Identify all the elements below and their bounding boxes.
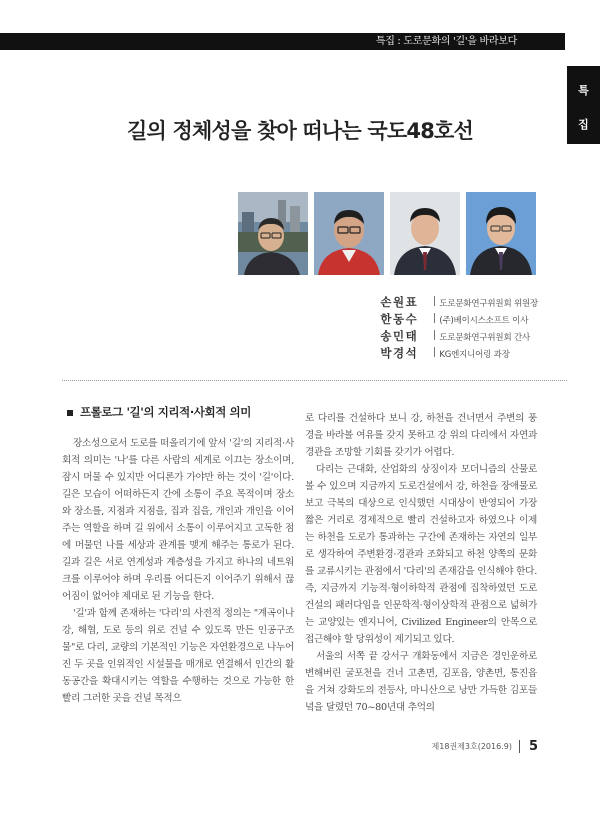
page-footer <box>432 739 538 754</box>
body-paragraph: '길'과 함께 존재하는 '다리'의 사전적 정의는 "계곡이나 강, 해협, 도로 등의 위로 건널 수 있도록 만든 인공구조물"로 다리, 교량의 기본적인 기능은 자연환경으로 나누어진 두 곳을 인위적인 시설물을 매개로 연결해서 인간의 활동공간을 확대시키는 역할을 수행하는 것으로 가능한 한 빨리 그러한 곳을 건널 목적으 <box>62 608 294 704</box>
section-heading <box>62 404 294 421</box>
divider <box>434 313 435 323</box>
side-tab-char-1: 특 <box>578 84 589 97</box>
author-name: 송민태 <box>380 329 419 343</box>
body-paragraph: 서울의 서쪽 끝 강서구 개화동에서 지금은 경인운하로 변해버린 굴포천을 건너 고촌면, 김포읍, 양촌면, 통진읍을 거쳐 강화도의 전등사, 마니산으로 낭만 가득한 김포들녘을 달렸던 70~80년대 추억의 <box>305 651 537 713</box>
body-paragraph: 다리는 근대화, 산업화의 상징이자 모더니즘의 산물로 볼 수 있으며 지금까지 도로건설에서 강, 하천을 장애물로 보고 극복의 대상으로 인식했던 시대상이 반영되어 가장 짧은 거리로 경제적으로 빨리 건설하고자 하였으나 이제는 하천을 도로가 통과하는 구간에 존재하는 자연의 일부로 생각하여 주변환경·경관과 조화되고 하천 양쪽의 문화를 교류시키는 관점에서 '다리'의 존재감을 인식해야 한다. 즉, 지금까지 기능적·형이하학적 관점에 집착하였던 도로건설의 패러다임을 인문학적·형이상학적 관점으로 넓혀가는 교양있는 엔지니어, Civilized Engineer의 안목으로 접근해야 할 당위성이 제기되고 있다. <box>305 464 537 645</box>
author-name: 박경석 <box>380 346 419 360</box>
author-name: 손원표 <box>380 295 419 309</box>
author-photo-3 <box>390 192 460 275</box>
divider <box>434 347 435 357</box>
square-bullet-icon <box>67 410 73 416</box>
article-title: 길의 정체성을 찾아 떠나는 국도48호선 <box>127 119 473 143</box>
author-photo-1 <box>238 192 308 275</box>
author-photo-2 <box>314 192 384 275</box>
author-entry <box>380 345 538 362</box>
author-role: (주)베이시스소프트 이사 <box>439 316 529 326</box>
issue-info: 제18권제3호(2016.9) <box>431 742 512 751</box>
body-paragraph: 장소성으로서 도로를 떠올리기에 앞서 '길'의 지리적·사회적 의미는 '나'를 다른 사람의 세계로 이끄는 장소이며, 잠시 머물 수 있지만 어디론가 가야만 하는 것이 '길'이다. 길은 모습이 어떠하든지 간에 소통이 주요 목적이며 장소와 장소를, 지점과 지점을, 집과 집을, 개인과 개인을 이어주는 역할을 하며 길 위에서 소통이 이루어지고 고독한 점에 머물던 나를 세상과 관계를 맺게 해주는 통로가 된다. 길과 길은 서로 연계성과 계층성을 가지고 하나의 네트워크를 이루어야 하며 우리를 어디든지 이어주기 위해서 끊어짐이 없어야 제대로 된 기능을 한다. <box>62 438 294 602</box>
body-column-left <box>62 404 294 707</box>
body-column-right <box>305 410 537 716</box>
author-role: 도로문화연구위원회 위원장 <box>439 299 538 309</box>
author-role: KG엔지니어링 과장 <box>439 350 510 360</box>
dotted-divider <box>62 380 567 381</box>
author-role: 도로문화연구위원회 간사 <box>439 333 530 343</box>
body-paragraph: 로 다리를 건설하다 보니 강, 하천을 건너면서 주변의 풍경을 바라볼 여유를 갖지 못하고 강 위의 다리에서 자연과 경관을 조망할 기회를 갖기가 어렵다. <box>305 413 537 458</box>
author-photo-4 <box>466 192 536 275</box>
author-entry <box>380 311 538 328</box>
section-label: 특집 : 도로문화의 '길'을 바라보다 <box>375 36 517 47</box>
side-tab-char-2: 집 <box>578 118 589 131</box>
divider <box>434 330 435 340</box>
page-number: 5 <box>528 739 538 754</box>
author-entry <box>380 328 538 345</box>
author-entry <box>380 294 538 311</box>
divider <box>434 296 435 306</box>
section-heading-text: 프롤로그 '길'의 지리적·사회적 의미 <box>80 405 251 419</box>
author-name: 한동수 <box>380 312 419 326</box>
author-list <box>380 294 538 362</box>
divider <box>519 740 520 753</box>
section-header-bar <box>0 33 565 50</box>
